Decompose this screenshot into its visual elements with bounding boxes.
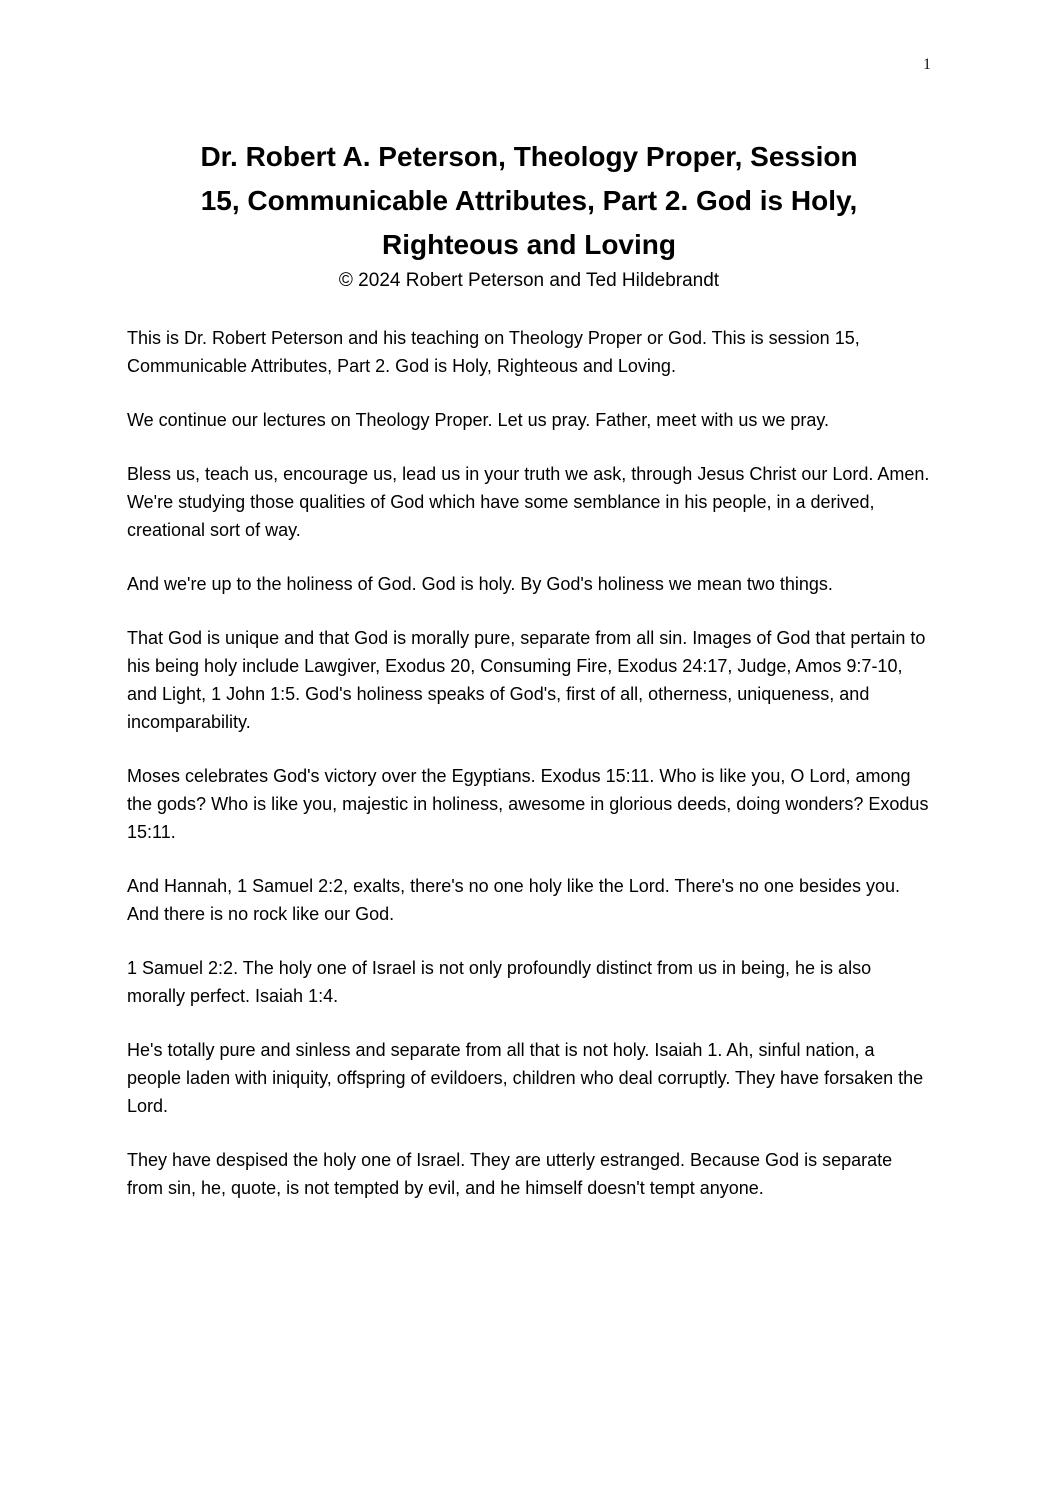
paragraph-10: They have despised the holy one of Israel. They are utterly estranged. Because God is separate from sin, he, quote, is not tempted by evil, and he himself doesn't tempt anyone. (127, 1150, 893, 1198)
document-title (127, 135, 931, 267)
paragraph-6: Moses celebrates God's victory over the Egyptians. Exodus 15:11. Who is like you, O Lord, among the gods? Who is like you, majestic in holiness, awesome in glorious deeds, doing wonders? Exodus 15:11. (127, 766, 929, 842)
document-title-line-2: 15, Communicable Attributes, Part 2. God is Holy, (200, 185, 858, 216)
page-number: 1 (923, 56, 931, 73)
paragraph-4: And we're up to the holiness of God. God is holy. By God's holiness we mean two things. (127, 574, 833, 594)
paragraph-3: Bless us, teach us, encourage us, lead us in your truth we ask, through Jesus Christ our Lord. Amen. We're studying those qualities of God which have some semblance in his people, in a derived, creational sort of way. (127, 464, 930, 540)
paragraph-5: That God is unique and that God is morally pure, separate from all sin. Images of God that pertain to his being holy include Lawgiver, Exodus 20, Consuming Fire, Exodus 24:17, Judge, Amos 9:7-10, and Light, 1 John 1:5. God's holiness speaks of God's, first of all, otherness, uniqueness, and incomparability. (127, 628, 926, 732)
copyright-line: © 2024 Robert Peterson and Ted Hildebrandt (338, 270, 720, 291)
paragraph-2: We continue our lectures on Theology Proper. Let us pray. Father, meet with us we pray. (127, 410, 830, 430)
paragraph-8: 1 Samuel 2:2. The holy one of Israel is not only profoundly distinct from us in being, he is also morally perfect. Isaiah 1:4. (127, 958, 872, 1006)
document-body (127, 324, 931, 1202)
paragraph-1: This is Dr. Robert Peterson and his teaching on Theology Proper or God. This is session 15, Communicable Attributes, Part 2. God is Holy, Righteous and Loving. (127, 328, 860, 376)
paragraph-7: And Hannah, 1 Samuel 2:2, exalts, there's no one holy like the Lord. There's no one besides you. And there is no rock like our God. (127, 876, 901, 924)
document-title-line-3: Righteous and Loving (382, 229, 676, 260)
document-title-line-1: Dr. Robert A. Peterson, Theology Proper, Session (200, 141, 858, 172)
paragraph-9: He's totally pure and sinless and separate from all that is not holy. Isaiah 1. Ah, sinful nation, a people laden with iniquity, offspring of evildoers, children who deal corruptly. They have forsaken the Lord. (127, 1040, 924, 1116)
